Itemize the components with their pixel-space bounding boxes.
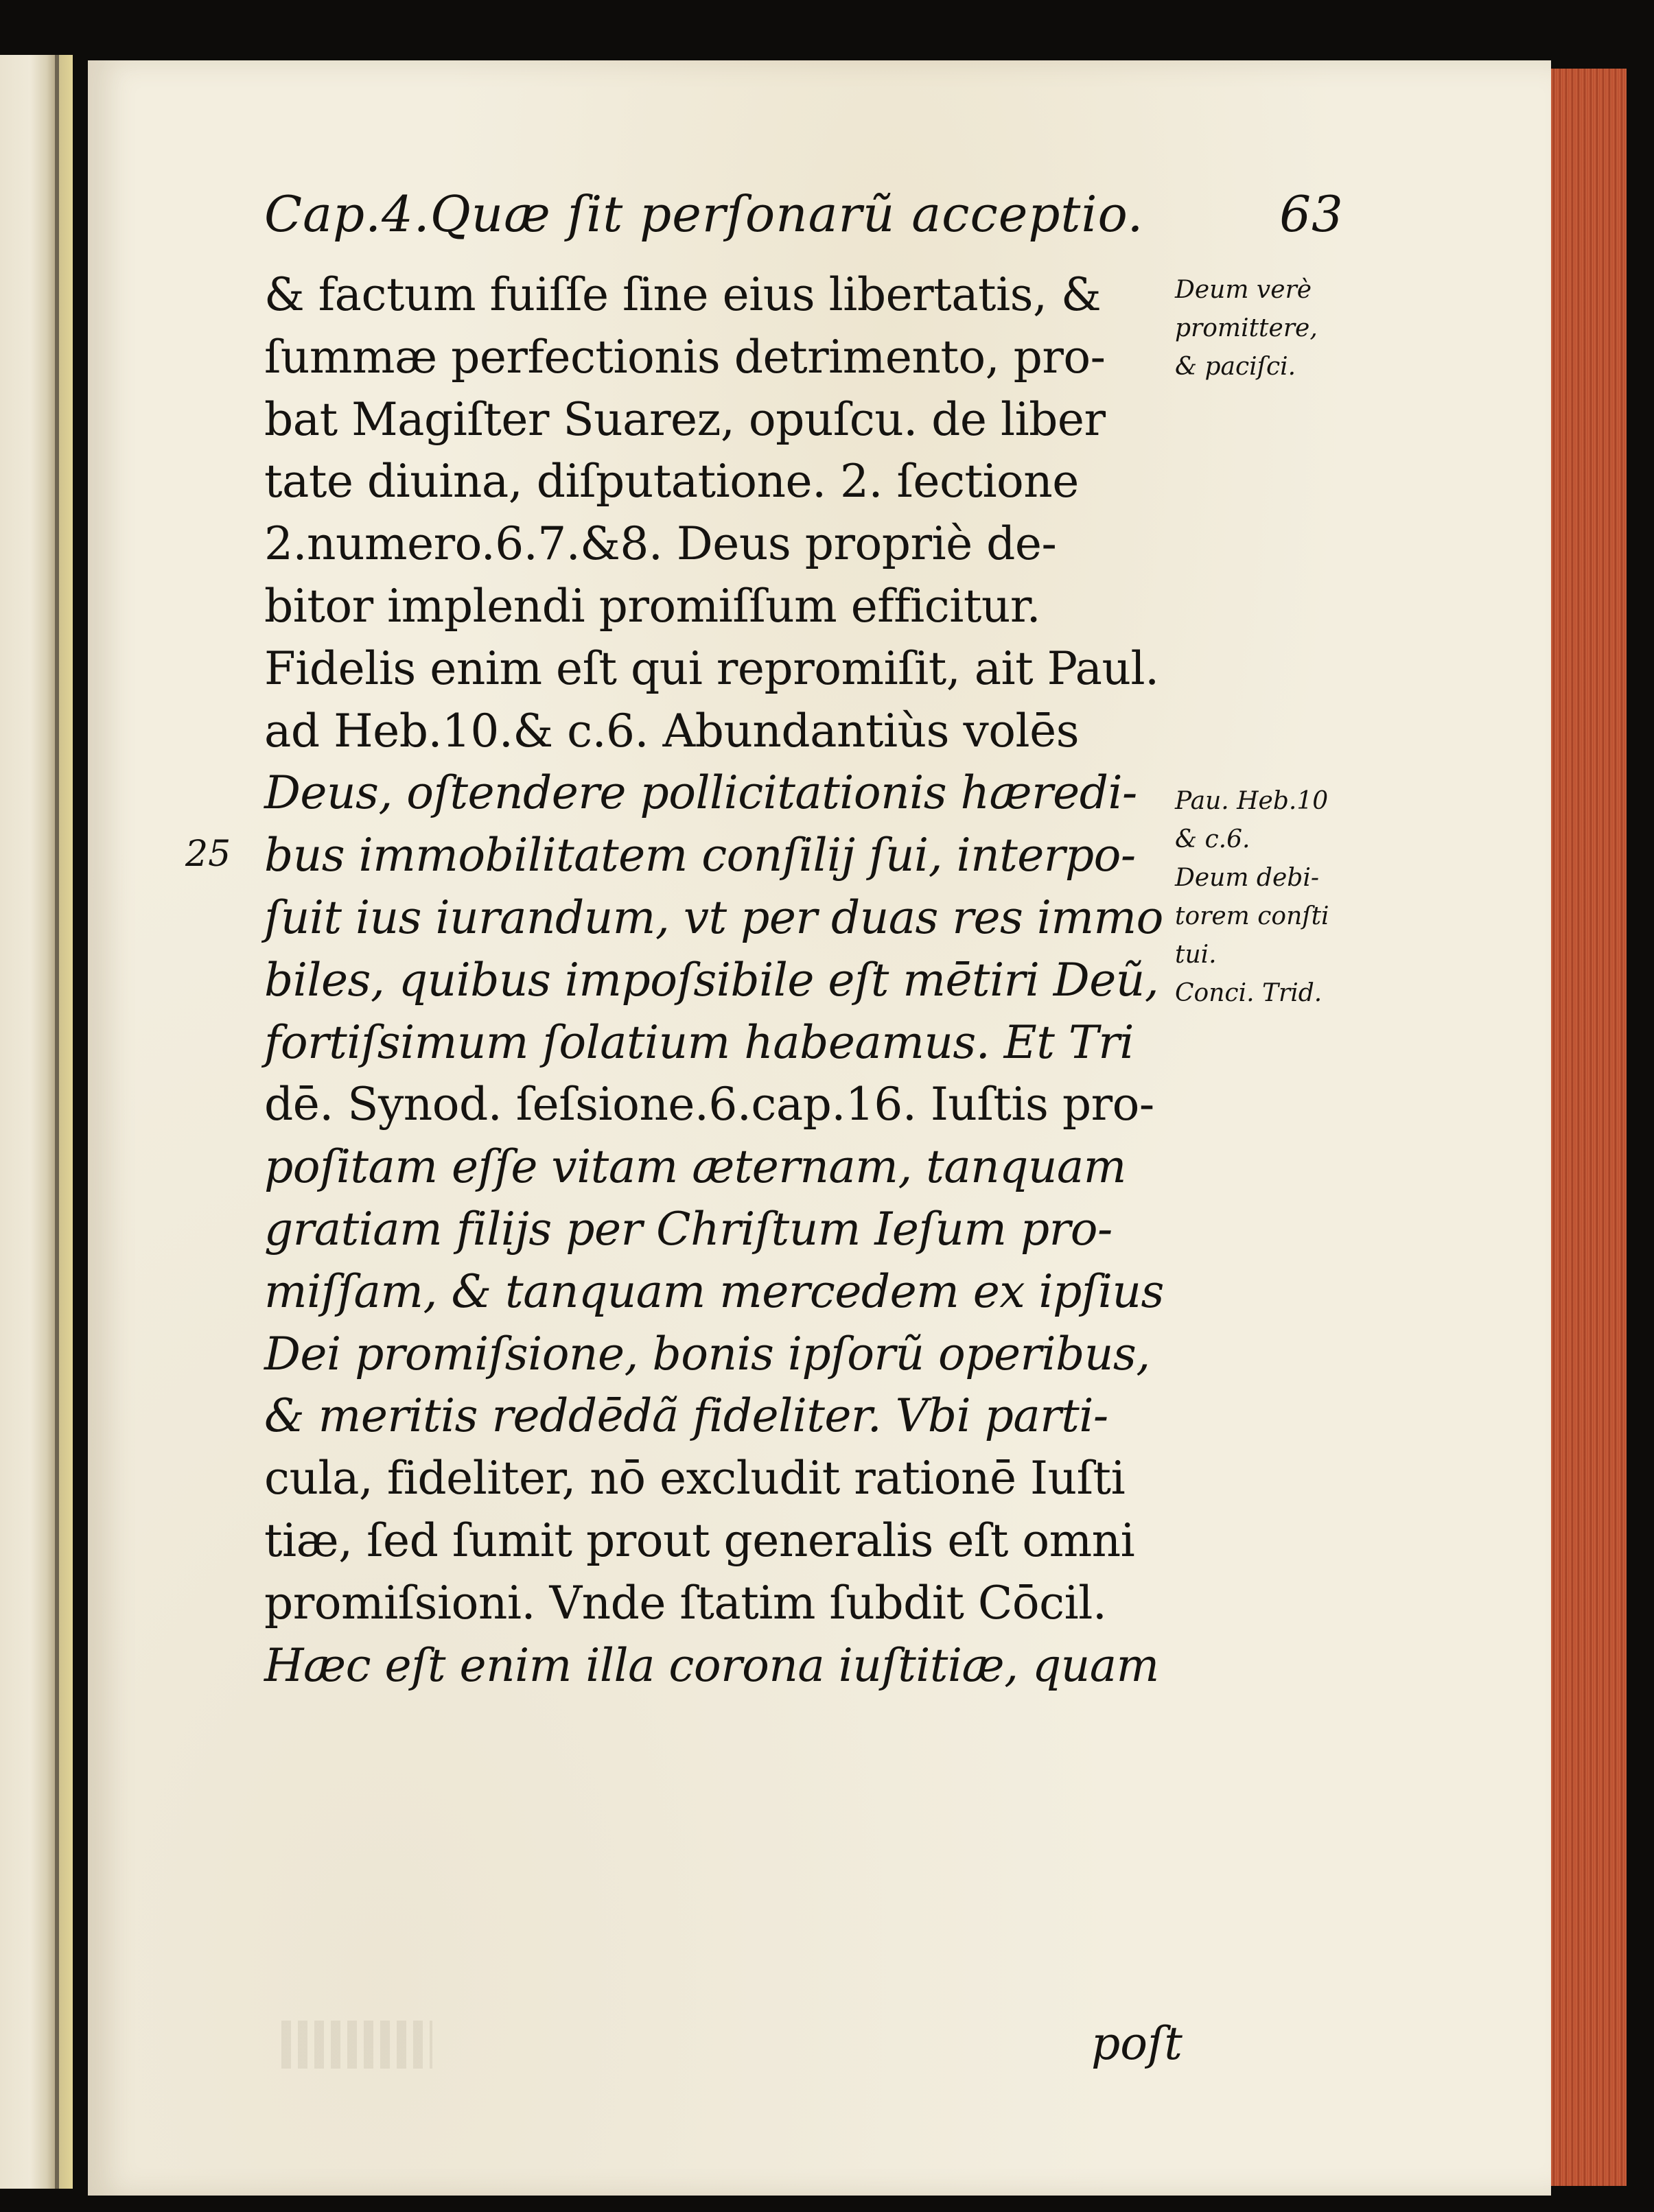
body-line: 2.numero.6.7.&8. Deus propriè de- (264, 517, 1057, 571)
body-line: bitor implendi promiſſum efficitur. (264, 579, 1041, 633)
body-line: promiſsioni. Vnde ſtatim ſubdit Cōcil. (264, 1576, 1107, 1629)
body-line: biles, quibus impoſsibile eſt mētiri Deũ, (264, 953, 1159, 1007)
body-text (264, 264, 1163, 1697)
body-line: dē. Synod. ſeſsione.6.cap.16. Iuſtis pro- (264, 1078, 1154, 1131)
marginal-note-line: torem conſti (1175, 902, 1329, 930)
body-line: Dei promiſsione, bonis ipſorũ operibus, (264, 1327, 1150, 1380)
body-line: tiæ, ſed ſumit prout generalis eſt omni (264, 1514, 1135, 1567)
body-line: gratiam filijs per Chriſtum Ieſum pro- (264, 1202, 1113, 1256)
body-line: fortiſsimum ſolatium habeamus. Et Tri (264, 1015, 1134, 1069)
body-line: bus immobilitatem conſilij ſui, interpo- (264, 829, 1136, 882)
body-line: ſummæ perfectionis detrimento, pro- (264, 330, 1106, 384)
catchword: poſt (1091, 2017, 1183, 2070)
marginal-note-line: Conci. Trid. (1175, 979, 1323, 1007)
body-line: cula, fideliter, nō excludit rationē Iuſti (264, 1452, 1126, 1505)
body-line: Hæc eſt enim illa corona iuſtitiæ, quam (264, 1638, 1159, 1692)
body-line: Fidelis enim eſt qui repromiſit, ait Paul. (264, 642, 1159, 695)
body-line: ad Heb.10.& c.6. Abundantiùs volēs (264, 704, 1080, 757)
marginal-note (1175, 271, 1401, 386)
line-number-marker: 25 (185, 834, 231, 875)
body-line: Deus, oſtendere pollicitationis hæredi- (264, 766, 1137, 820)
ink-show-through (281, 2021, 432, 2069)
running-head (264, 185, 1344, 243)
body-line: & meritis reddēdã fideliter. Vbi parti- (264, 1389, 1108, 1443)
previous-page-edge (0, 55, 59, 2189)
page-number: 63 (1279, 185, 1344, 243)
marginal-note-line: Deum verè (1175, 276, 1312, 304)
body-line: & factum fuiſſe ſine eius libertatis, & (264, 268, 1102, 321)
marginal-note-line: Pau. Heb.10 (1175, 787, 1329, 815)
marginal-note-line: Deum debi- (1175, 864, 1320, 892)
body-line: ſuit ius iurandum, vt per duas res immo (264, 891, 1163, 944)
body-line: miſſam, & tanquam mercedem ex ipſius (264, 1264, 1164, 1318)
running-head-title: Cap.4.Quæ ſit perſonarũ acceptio. (264, 185, 1144, 243)
gutter-edge (59, 55, 73, 2189)
body-line: bat Magiſter Suarez, opuſcu. de liber (264, 392, 1106, 446)
body-line: poſitam eſſe vitam æternam, tanquam (264, 1140, 1126, 1194)
marginal-note-line: promittere, (1175, 314, 1318, 342)
body-line: tate diuina, diſputatione. 2. ſectione (264, 455, 1079, 508)
marginal-note-line: tui. (1175, 941, 1217, 969)
marginal-note-line: & paciſci. (1175, 353, 1296, 381)
marginal-note (1175, 782, 1401, 1013)
marginal-note-line: & c.6. (1175, 825, 1250, 854)
